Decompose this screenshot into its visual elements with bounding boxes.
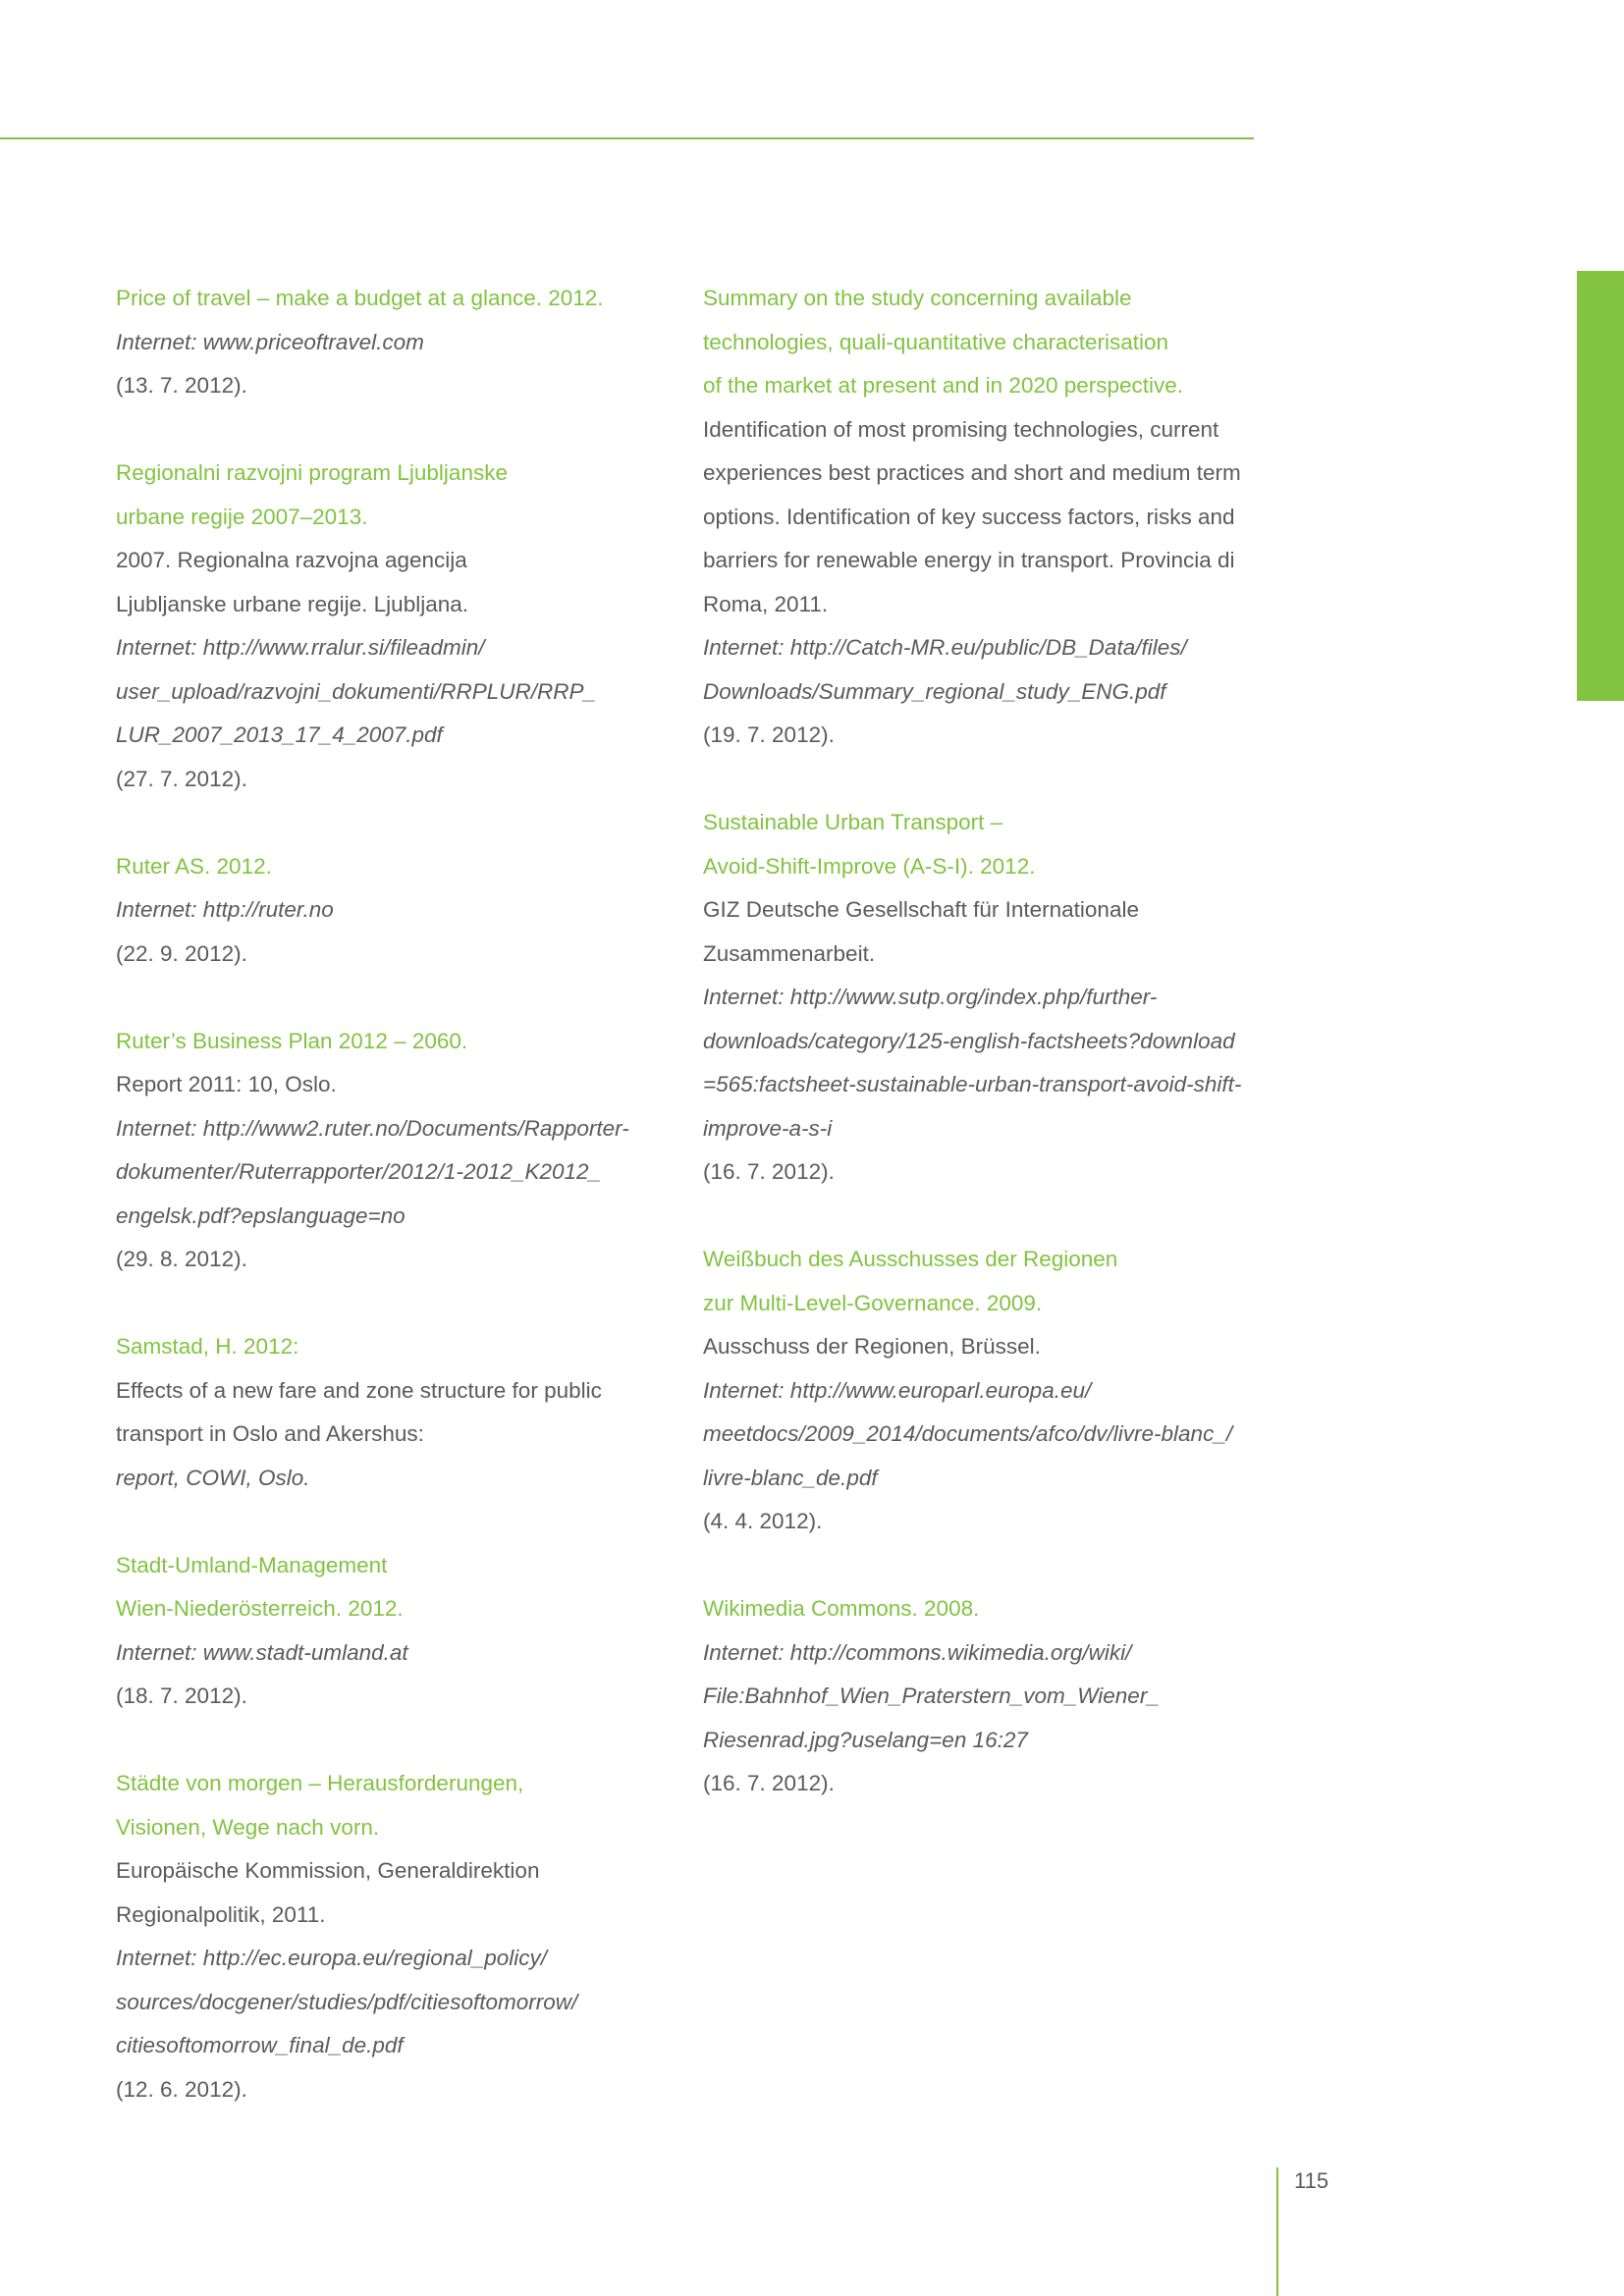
reference-title-line: Weißbuch des Ausschusses der Regionen: [703, 1247, 1118, 1271]
reference-description-line: GIZ Deutsche Gesellschaft für Internationale: [703, 897, 1139, 922]
reference-title-line: Summary on the study concerning available: [703, 286, 1132, 310]
reference-url-line: Downloads/Summary_regional_study_ENG.pdf: [703, 678, 1166, 704]
reference-description-line: 2007. Regionalna razvojna agencija: [116, 548, 467, 572]
reference-description-line: Ljubljanske urbane regije. Ljubljana.: [116, 591, 469, 616]
reference-title-line: of the market at present and in 2020 perspective.: [703, 373, 1184, 398]
reference-entry: [703, 277, 1263, 758]
reference-url-line: Internet: http://ruter.no: [116, 897, 334, 922]
reference-url-line: Internet: http://ec.europa.eu/regional_policy/: [116, 1946, 548, 1970]
reference-description-line: Ausschuss der Regionen, Brüssel.: [703, 1334, 1041, 1359]
reference-access-date: (27. 7. 2012).: [116, 766, 247, 791]
reference-url-line: downloads/category/125-english-factsheets?download: [703, 1028, 1235, 1053]
reference-url-line: Internet: http://www.rralur.si/fileadmin/: [116, 635, 485, 660]
reference-title-line: Regionalni razvojni program Ljubljanske: [116, 460, 508, 485]
reference-url-line: report, COWI, Oslo.: [116, 1465, 310, 1490]
reference-description-line: Effects of a new fare and zone structure for public: [116, 1377, 602, 1403]
reference-description-line: transport in Oslo and Akershus:: [116, 1421, 424, 1446]
reference-entry: [703, 1238, 1263, 1544]
reference-url-line: Internet: http://www.europarl.europa.eu/: [703, 1377, 1092, 1403]
reference-entry: [703, 801, 1263, 1195]
reference-entry: [116, 277, 666, 408]
reference-url-line: Internet: http://www.sutp.org/index.php/further-: [703, 985, 1158, 1009]
reference-entry: [703, 1587, 1263, 1806]
reference-description-line: barriers for renewable energy in transport. Provincia di: [703, 548, 1235, 572]
header-rule: [0, 137, 1254, 139]
reference-title-line: Wien-Niederösterreich. 2012.: [116, 1596, 404, 1621]
reference-entry: [116, 452, 666, 801]
reference-url-line: engelsk.pdf?epslanguage=no: [116, 1202, 406, 1228]
reference-title-line: Samstad, H. 2012:: [116, 1334, 299, 1359]
references-left-column: [116, 277, 666, 2156]
reference-title-line: Price of travel – make a budget at a glance. 2012.: [116, 286, 604, 310]
footer-rule: [1276, 2167, 1278, 2296]
reference-entry: [116, 845, 666, 977]
reference-title-line: Ruter’s Business Plan 2012 – 2060.: [116, 1028, 468, 1053]
reference-title-line: Ruter AS. 2012.: [116, 853, 272, 879]
reference-entry: [116, 1020, 666, 1282]
chapter-tab-marker: [1577, 271, 1624, 701]
reference-url-line: LUR_2007_2013_17_4_2007.pdf: [116, 722, 443, 747]
reference-access-date: (19. 7. 2012).: [703, 722, 835, 747]
reference-url-line: citiesoftomorrow_final_de.pdf: [116, 2033, 404, 2057]
reference-title-line: Stadt-Umland-Management: [116, 1552, 388, 1577]
reference-title-line: urbane regije 2007–2013.: [116, 504, 368, 529]
reference-url-line: Internet: http://Catch-MR.eu/public/DB_Data/files/: [703, 635, 1187, 660]
reference-url-line: Internet: www.stadt-umland.at: [116, 1639, 408, 1665]
reference-access-date: (4. 4. 2012).: [703, 1509, 823, 1533]
reference-url-line: Internet: http://www2.ruter.no/Documents/Rapporter-: [116, 1115, 629, 1141]
reference-url-line: improve-a-s-i: [703, 1115, 833, 1141]
reference-entry: [116, 1325, 666, 1500]
reference-url-line: meetdocs/2009_2014/documents/afco/dv/livre-blanc_/: [703, 1421, 1233, 1446]
reference-description-line: Roma, 2011.: [703, 591, 829, 616]
reference-access-date: (16. 7. 2012).: [703, 1159, 835, 1184]
reference-url-line: File:Bahnhof_Wien_Praterstern_vom_Wiener_: [703, 1683, 1160, 1708]
reference-url-line: Internet: http://commons.wikimedia.org/wiki/: [703, 1639, 1132, 1665]
reference-title-line: Avoid-Shift-Improve (A-S-I). 2012.: [703, 853, 1036, 879]
reference-title-line: zur Multi-Level-Governance. 2009.: [703, 1290, 1043, 1315]
references-right-column: [703, 277, 1263, 1849]
reference-description-line: experiences best practices and short and medium term: [703, 460, 1241, 485]
reference-description-line: Regionalpolitik, 2011.: [116, 1901, 326, 1927]
reference-access-date: (29. 8. 2012).: [116, 1247, 247, 1271]
reference-description-line: Zusammenarbeit.: [703, 940, 876, 966]
reference-url-line: user_upload/razvojni_dokumenti/RRPLUR/RRP_: [116, 678, 596, 704]
reference-title-line: Sustainable Urban Transport –: [703, 810, 1003, 834]
reference-url-line: =565:factsheet-sustainable-urban-transport-avoid-shift-: [703, 1072, 1242, 1096]
reference-description-line: Identification of most promising technologies, current: [703, 416, 1219, 442]
reference-title-line: Städte von morgen – Herausforderungen,: [116, 1771, 524, 1795]
reference-description-line: Europäische Kommission, Generaldirektion: [116, 1858, 540, 1883]
reference-url-line: livre-blanc_de.pdf: [703, 1465, 878, 1490]
page-number: 115: [1294, 2168, 1329, 2193]
reference-access-date: (18. 7. 2012).: [116, 1683, 247, 1708]
reference-title-line: technologies, quali-quantitative characterisation: [703, 329, 1169, 354]
reference-description-line: Report 2011: 10, Oslo.: [116, 1072, 337, 1096]
reference-url-line: dokumenter/Ruterrapporter/2012/1-2012_K2012_: [116, 1159, 602, 1184]
reference-access-date: (12. 6. 2012).: [116, 2076, 247, 2102]
reference-access-date: (13. 7. 2012).: [116, 373, 247, 398]
reference-title-line: Visionen, Wege nach vorn.: [116, 1814, 380, 1840]
reference-access-date: (22. 9. 2012).: [116, 940, 247, 966]
reference-title-line: Wikimedia Commons. 2008.: [703, 1596, 980, 1621]
reference-url-line: Internet: www.priceoftravel.com: [116, 329, 424, 354]
reference-url-line: Riesenrad.jpg?uselang=en 16:27: [703, 1727, 1028, 1752]
reference-entry: [116, 1762, 666, 2111]
reference-description-line: options. Identification of key success factors, risks and: [703, 504, 1235, 529]
reference-entry: [116, 1544, 666, 1719]
reference-url-line: sources/docgener/studies/pdf/citiesoftomorrow/: [116, 1989, 578, 2014]
reference-access-date: (16. 7. 2012).: [703, 1771, 835, 1795]
